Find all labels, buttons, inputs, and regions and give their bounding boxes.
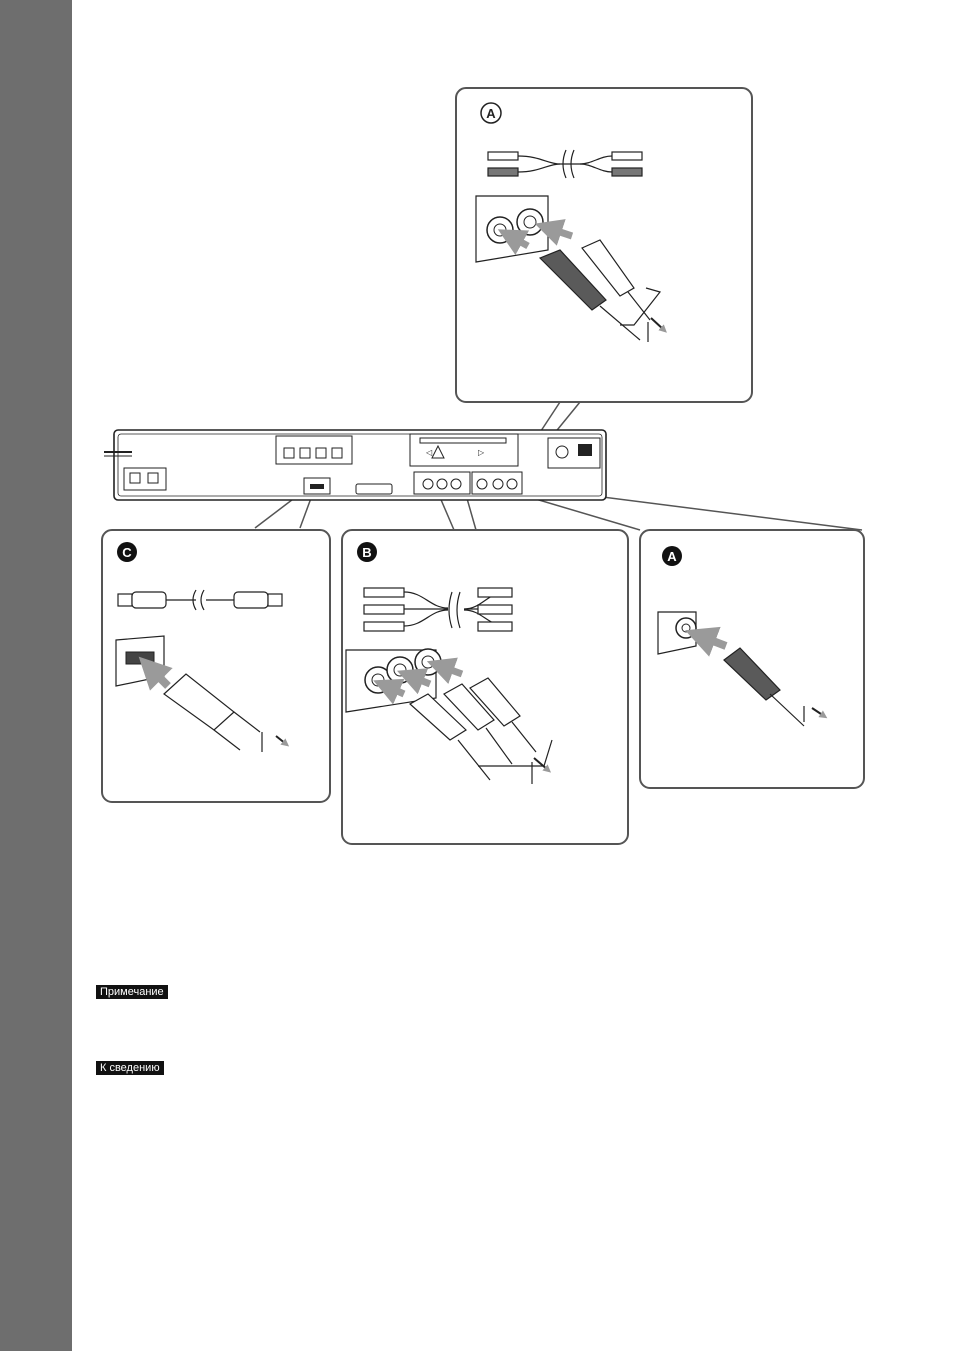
panel-badge-a-outlined — [481, 103, 501, 123]
svg-text:◁: ◁ — [426, 448, 433, 457]
panel-coaxial — [640, 530, 864, 788]
panel-badge-b — [357, 542, 377, 562]
panel-component — [342, 530, 628, 844]
audio-jack-plate — [476, 196, 548, 262]
panel-badge-a-filled — [662, 546, 682, 566]
svg-text:C: C — [122, 545, 132, 560]
svg-text:A: A — [667, 549, 677, 564]
panel-audio-cable — [456, 88, 752, 402]
coaxial-jack — [658, 612, 696, 654]
svg-text:▷: ▷ — [478, 448, 485, 457]
svg-text:A: A — [486, 106, 496, 121]
panel-hdmi — [102, 530, 330, 802]
svg-text:B: B — [362, 545, 372, 560]
note-label: Примечание — [96, 985, 168, 999]
device-rear-panel — [104, 430, 606, 500]
tip-label: К сведению — [96, 1061, 164, 1075]
panel-badge-c — [117, 542, 137, 562]
